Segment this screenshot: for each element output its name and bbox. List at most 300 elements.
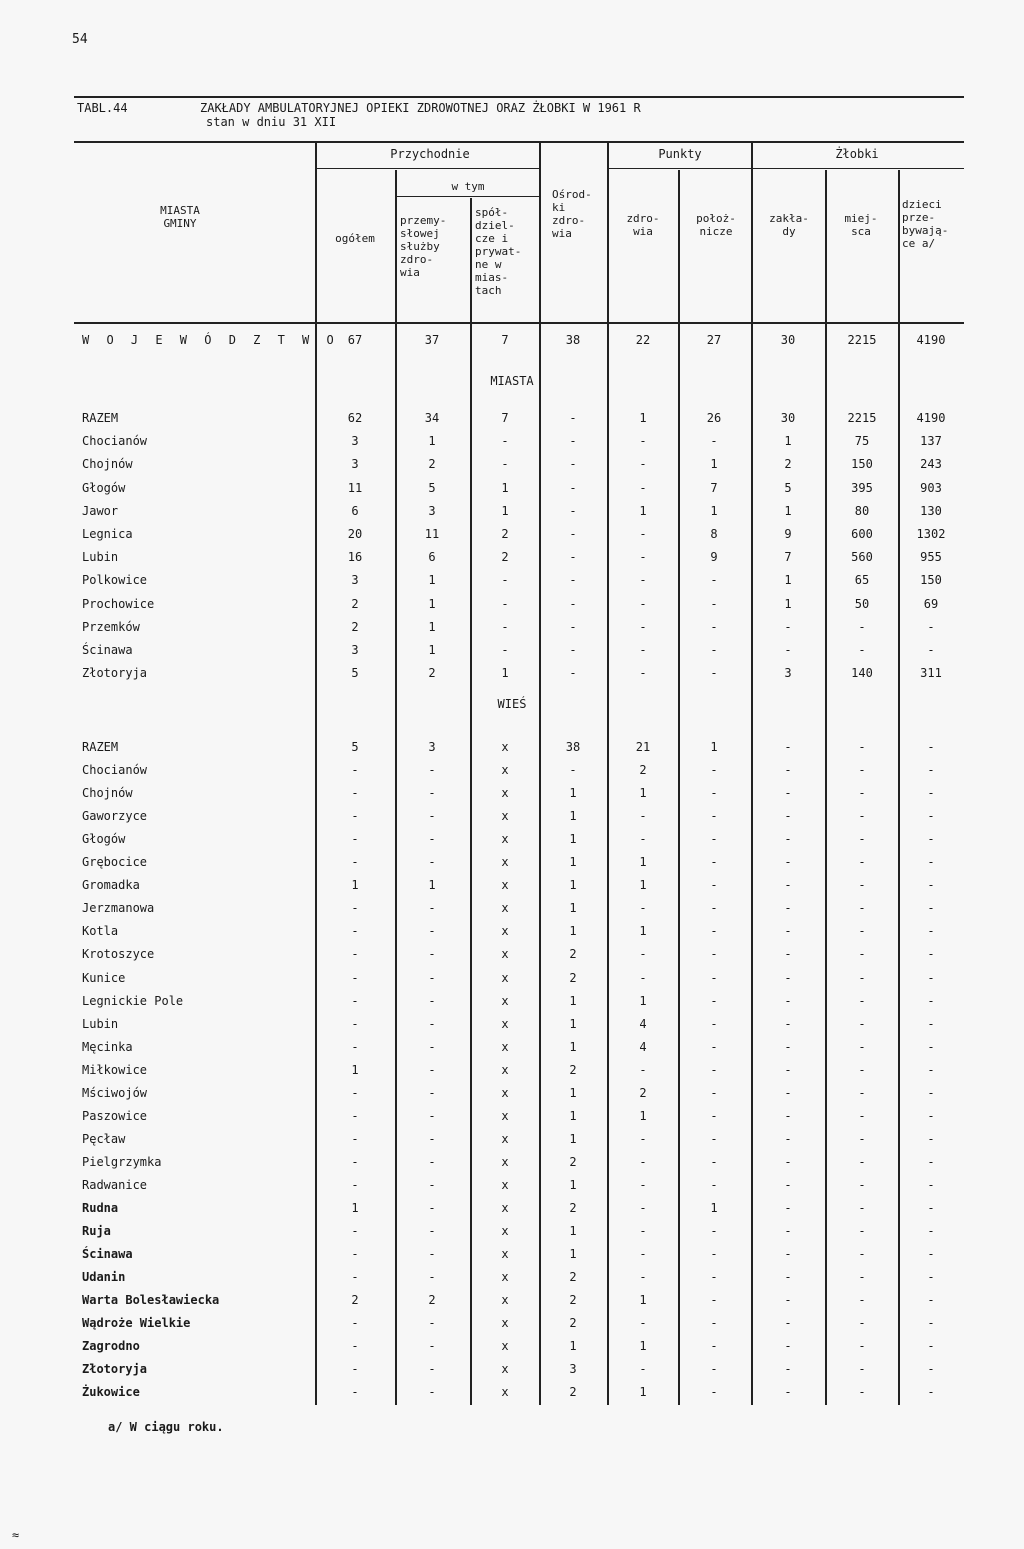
header-rule [608, 168, 752, 169]
table-cell: 30 [780, 411, 796, 425]
table-row [0, 481, 1024, 501]
table-cell: - [351, 1316, 359, 1331]
table-cell: - [351, 763, 359, 778]
table-cell: x [501, 809, 509, 824]
table-cell: - [927, 855, 935, 870]
table-cell: - [784, 619, 792, 634]
table-cell: - [351, 1039, 359, 1054]
table-cell: - [639, 527, 647, 541]
table-cell: - [927, 924, 935, 939]
table-cell: - [784, 763, 792, 778]
table-cell: 1 [351, 1062, 359, 1077]
table-cell: - [569, 619, 577, 634]
row-label: Warta Bolesławiecka [82, 1293, 220, 1308]
header-przemyslowej: przemy- słowej służby zdro- wia [400, 214, 447, 279]
table-cell: 1 [569, 878, 577, 893]
table-cell: - [639, 1201, 647, 1215]
table-cell: - [710, 947, 718, 962]
table-cell: 22 [635, 333, 651, 347]
table-cell: 150 [851, 457, 873, 472]
table-cell: 2 [639, 763, 647, 778]
table-cell: - [639, 573, 647, 588]
table-cell: - [858, 643, 866, 657]
table-cell: 1 [569, 832, 577, 847]
table-cell: - [858, 1085, 866, 1100]
header-zlobki: Żłobki [835, 147, 879, 161]
table-cell: - [639, 480, 647, 495]
row-label: Ścinawa [82, 643, 133, 657]
table-cell: - [428, 947, 436, 962]
table-cell: - [351, 1131, 359, 1146]
table-cell: - [428, 924, 436, 939]
table-cell: 11 [347, 480, 363, 495]
table-cell: - [927, 1108, 935, 1123]
table-cell: - [639, 1224, 647, 1239]
table-cell: - [501, 619, 509, 634]
table-cell: - [710, 1385, 718, 1400]
table-cell: 1 [569, 786, 577, 801]
table-cell: - [784, 1362, 792, 1377]
table-cell: - [428, 832, 436, 847]
table-cell: - [351, 970, 359, 985]
table-cell: - [569, 550, 577, 565]
table-cell: - [428, 1247, 436, 1262]
header-first-col: MIASTA GMINY [160, 204, 200, 230]
table-cell: x [501, 1039, 509, 1054]
table-cell: 7 [501, 333, 509, 347]
table-cell: 1 [569, 855, 577, 870]
table-cell: 1 [569, 1247, 577, 1262]
table-cell: x [501, 1224, 509, 1239]
row-label: Legnickie Pole [82, 993, 184, 1008]
table-cell: 1 [569, 993, 577, 1008]
table-cell: 1 [428, 878, 436, 893]
table-cell: 26 [706, 411, 722, 425]
table-cell: 2 [569, 1293, 577, 1308]
row-label: Chojnów [82, 457, 133, 472]
table-cell: - [927, 740, 935, 754]
row-label: RAZEM [82, 411, 119, 425]
table-row [0, 971, 1024, 991]
table-cell: - [784, 643, 792, 657]
table-cell: - [351, 901, 359, 916]
table-cell: 37 [424, 333, 440, 347]
table-cell: - [710, 1339, 718, 1354]
header-przychodnie: Przychodnie [390, 147, 470, 161]
table-cell: 1 [710, 740, 718, 754]
table-cell: 6 [351, 503, 359, 518]
row-label: RAZEM [82, 740, 119, 754]
table-cell: x [501, 901, 509, 916]
table-cell: - [428, 809, 436, 824]
table-cell: 69 [923, 596, 939, 611]
table-cell: 1 [784, 596, 792, 611]
table-cell: - [927, 1224, 935, 1239]
table-row [0, 573, 1024, 593]
table-cell: 50 [854, 596, 870, 611]
table-cell: - [428, 1085, 436, 1100]
table-cell: x [501, 1062, 509, 1077]
table-cell: - [351, 1339, 359, 1354]
table-cell: - [784, 1039, 792, 1054]
table-cell: 38 [565, 333, 581, 347]
table-cell: x [501, 1362, 509, 1377]
table-cell: - [710, 666, 718, 681]
row-label: Chocianów [82, 434, 148, 449]
table-cell: 1 [569, 1085, 577, 1100]
table-cell: - [428, 1270, 436, 1285]
table-cell: x [501, 1108, 509, 1123]
table-cell: 560 [851, 550, 873, 565]
table-cell: 1 [501, 503, 509, 518]
table-cell: - [858, 1247, 866, 1262]
table-cell: 1 [639, 1385, 647, 1400]
row-label: Chocianów [82, 763, 148, 778]
table-row [0, 740, 1024, 760]
table-row [0, 878, 1024, 898]
header-punkty-zdrowia: zdro- wia [626, 212, 660, 238]
table-cell: - [351, 1224, 359, 1239]
table-row [0, 1201, 1024, 1221]
table-cell: - [858, 855, 866, 870]
table-cell: 1 [710, 457, 718, 472]
table-cell: - [710, 1039, 718, 1054]
table-cell: 2 [569, 1062, 577, 1077]
table-cell: - [784, 1201, 792, 1215]
table-cell: 5 [351, 666, 359, 681]
table-cell: - [351, 855, 359, 870]
table-cell: 1 [428, 434, 436, 449]
table-cell: - [639, 550, 647, 565]
table-cell: 9 [710, 550, 718, 565]
table-cell: - [858, 1177, 866, 1192]
row-label: Gromadka [82, 878, 140, 893]
table-cell: x [501, 1131, 509, 1146]
table-cell: x [501, 1293, 509, 1308]
table-cell: 1 [639, 993, 647, 1008]
table-cell: 3 [784, 666, 792, 681]
table-cell: x [501, 1316, 509, 1331]
table-cell: 1 [569, 809, 577, 824]
table-cell: - [927, 970, 935, 985]
table-cell: - [927, 1062, 935, 1077]
table-cell: - [351, 1085, 359, 1100]
table-cell: - [710, 619, 718, 634]
row-label: Mściwojów [82, 1085, 148, 1100]
table-cell: 6 [428, 550, 436, 565]
row-label: Zagrodno [82, 1339, 140, 1354]
table-cell: - [351, 1016, 359, 1031]
table-cell: - [428, 763, 436, 778]
table-cell: - [710, 993, 718, 1008]
table-cell: - [784, 832, 792, 847]
table-cell: 7 [710, 480, 718, 495]
footnote: a/ W ciągu roku. [108, 1420, 224, 1434]
table-cell: 20 [347, 527, 363, 541]
table-cell: - [784, 1108, 792, 1123]
table-cell: - [569, 503, 577, 518]
table-cell: x [501, 1270, 509, 1285]
table-cell: 4190 [916, 411, 946, 425]
table-cell: - [858, 1201, 866, 1215]
table-row [0, 1224, 1024, 1244]
table-cell: 75 [854, 434, 870, 449]
row-label: Krotoszyce [82, 947, 155, 962]
table-cell: 1 [428, 619, 436, 634]
table-cell: x [501, 993, 509, 1008]
table-cell: 1 [639, 411, 647, 425]
table-cell: - [351, 786, 359, 801]
table-cell: - [927, 993, 935, 1008]
table-cell: 5 [351, 740, 359, 754]
table-cell: - [428, 1154, 436, 1169]
row-label: Pielgrzymka [82, 1154, 162, 1169]
table-row [0, 1339, 1024, 1359]
table-cell: 11 [424, 527, 440, 541]
table-cell: 2 [784, 457, 792, 472]
table-cell: - [858, 993, 866, 1008]
table-cell: - [927, 947, 935, 962]
table-cell: - [710, 832, 718, 847]
table-cell: - [569, 527, 577, 541]
table-cell: - [569, 763, 577, 778]
table-cell: x [501, 740, 509, 754]
table-cell: - [428, 1108, 436, 1123]
table-cell: - [639, 1177, 647, 1192]
table-cell: - [710, 855, 718, 870]
table-cell: - [710, 596, 718, 611]
table-cell: - [784, 1062, 792, 1077]
table-cell: - [501, 573, 509, 588]
table-cell: - [784, 993, 792, 1008]
row-label: Paszowice [82, 1108, 148, 1123]
table-cell: - [784, 1247, 792, 1262]
table-cell: - [927, 1201, 935, 1215]
table-cell: 395 [851, 480, 873, 495]
table-row [0, 994, 1024, 1014]
table-cell: 1 [428, 573, 436, 588]
table-cell: - [927, 763, 935, 778]
header-dzieci: dzieci prze- bywają- ce a/ [902, 198, 949, 250]
header-punkty: Punkty [658, 147, 702, 161]
table-cell: - [858, 1016, 866, 1031]
table-cell: 16 [347, 550, 363, 565]
table-cell: - [351, 832, 359, 847]
table-cell: - [710, 573, 718, 588]
table-row [0, 527, 1024, 547]
table-cell: - [784, 1154, 792, 1169]
table-cell: - [428, 1339, 436, 1354]
table-cell: 3 [428, 503, 436, 518]
header-top-rule [74, 141, 964, 143]
table-cell: - [569, 411, 577, 425]
table-cell: - [428, 970, 436, 985]
table-cell: - [858, 901, 866, 916]
row-label: Prochowice [82, 596, 155, 611]
header-rule [396, 196, 540, 197]
table-cell: x [501, 878, 509, 893]
table-cell: - [428, 901, 436, 916]
table-cell: 1302 [916, 527, 946, 541]
table-cell: 4 [639, 1016, 647, 1031]
table-cell: - [639, 1131, 647, 1146]
table-cell: - [428, 1201, 436, 1215]
table-cell: - [858, 970, 866, 985]
table-cell: 2 [639, 1085, 647, 1100]
table-row [0, 947, 1024, 967]
table-cell: - [639, 643, 647, 657]
table-cell: x [501, 970, 509, 985]
row-label: Męcinka [82, 1039, 133, 1054]
table-cell: - [858, 619, 866, 634]
table-cell: - [639, 1316, 647, 1331]
table-cell: - [858, 1385, 866, 1400]
table-row [0, 809, 1024, 829]
table-cell: 7 [784, 550, 792, 565]
table-row [0, 504, 1024, 524]
table-cell: 9 [784, 527, 792, 541]
table-cell: 2 [569, 947, 577, 962]
table-row [0, 1132, 1024, 1152]
table-cell: - [927, 1316, 935, 1331]
table-cell: - [858, 1293, 866, 1308]
table-cell: - [858, 1362, 866, 1377]
table-cell: - [858, 1270, 866, 1285]
table-cell: x [501, 786, 509, 801]
row-label: Polkowice [82, 573, 148, 588]
table-cell: x [501, 1154, 509, 1169]
table-cell: 130 [920, 503, 942, 518]
table-cell: - [927, 1385, 935, 1400]
table-row [0, 1017, 1024, 1037]
row-label: Głogów [82, 832, 126, 847]
row-label: Złotoryja [82, 666, 148, 681]
table-cell: 1 [569, 901, 577, 916]
table-cell: - [784, 1293, 792, 1308]
row-label: W O J E W Ó D Z T W O [82, 333, 339, 347]
table-cell: 150 [920, 573, 942, 588]
table-row [0, 1362, 1024, 1382]
table-cell: - [858, 1316, 866, 1331]
table-cell: - [858, 924, 866, 939]
table-cell: 7 [501, 411, 509, 425]
table-cell: - [784, 947, 792, 962]
table-subtitle: stan w dniu 31 XII [206, 115, 337, 129]
table-cell: 955 [920, 550, 942, 565]
row-label: Grębocice [82, 855, 148, 870]
row-label: Lubin [82, 1016, 119, 1031]
table-cell: - [639, 1062, 647, 1077]
table-row [0, 924, 1024, 944]
table-cell: - [927, 643, 935, 657]
row-label: Lubin [82, 550, 119, 565]
table-cell: - [784, 1385, 792, 1400]
table-row [0, 457, 1024, 477]
table-cell: - [428, 786, 436, 801]
table-cell: - [927, 809, 935, 824]
table-cell: 1 [639, 924, 647, 939]
table-cell: - [428, 1362, 436, 1377]
table-cell: - [351, 1154, 359, 1169]
header-miejsca: miej- sca [844, 212, 878, 238]
table-cell: - [784, 786, 792, 801]
row-label: Żukowice [82, 1385, 140, 1400]
table-row [0, 1086, 1024, 1106]
table-row [0, 550, 1024, 570]
row-label: Przemków [82, 619, 140, 634]
table-cell: - [710, 1270, 718, 1285]
table-cell: 1 [569, 1108, 577, 1123]
table-cell: - [428, 993, 436, 1008]
table-cell: 140 [851, 666, 873, 681]
row-label: Wądroże Wielkie [82, 1316, 191, 1331]
table-cell: - [784, 809, 792, 824]
header-ogolem: ogółem [335, 232, 375, 245]
table-cell: - [569, 643, 577, 657]
table-cell: - [710, 1016, 718, 1031]
table-cell: - [428, 1177, 436, 1192]
table-cell: - [351, 947, 359, 962]
table-cell: 1 [639, 1108, 647, 1123]
table-cell: 27 [706, 333, 722, 347]
table-cell: - [858, 1154, 866, 1169]
table-cell: - [927, 832, 935, 847]
table-row [0, 1316, 1024, 1336]
table-cell: 243 [920, 457, 942, 472]
table-cell: - [858, 1131, 866, 1146]
table-cell: - [784, 970, 792, 985]
header-rule [752, 168, 964, 169]
table-cell: - [428, 1039, 436, 1054]
table-cell: 4190 [916, 333, 946, 347]
row-label: Miłkowice [82, 1062, 148, 1077]
table-cell: 3 [351, 573, 359, 588]
table-cell: - [351, 809, 359, 824]
table-cell: - [927, 786, 935, 801]
table-cell: 1 [569, 1177, 577, 1192]
table-cell: x [501, 924, 509, 939]
table-cell: 65 [854, 573, 870, 588]
table-row [0, 1178, 1024, 1198]
table-cell: x [501, 1201, 509, 1215]
table-cell: - [710, 1362, 718, 1377]
table-cell: 2 [569, 1316, 577, 1331]
table-cell: - [927, 1085, 935, 1100]
table-cell: x [501, 1177, 509, 1192]
table-cell: - [927, 1362, 935, 1377]
table-cell: 1 [639, 878, 647, 893]
table-cell: - [351, 924, 359, 939]
table-cell: x [501, 832, 509, 847]
table-row [0, 1270, 1024, 1290]
table-cell: - [639, 809, 647, 824]
table-cell: 1 [501, 666, 509, 681]
table-cell: - [858, 786, 866, 801]
table-row [0, 1385, 1024, 1405]
table-cell: - [501, 643, 509, 657]
table-cell: 8 [710, 527, 718, 541]
table-cell: - [710, 1154, 718, 1169]
table-cell: 2215 [847, 411, 877, 425]
table-row [0, 855, 1024, 875]
table-cell: - [710, 786, 718, 801]
table-cell: - [569, 457, 577, 472]
table-cell: 1 [569, 1224, 577, 1239]
section-label-wies: WIEŚ [497, 697, 527, 711]
table-cell: - [927, 901, 935, 916]
table-cell: 30 [780, 333, 796, 347]
table-row [0, 763, 1024, 783]
